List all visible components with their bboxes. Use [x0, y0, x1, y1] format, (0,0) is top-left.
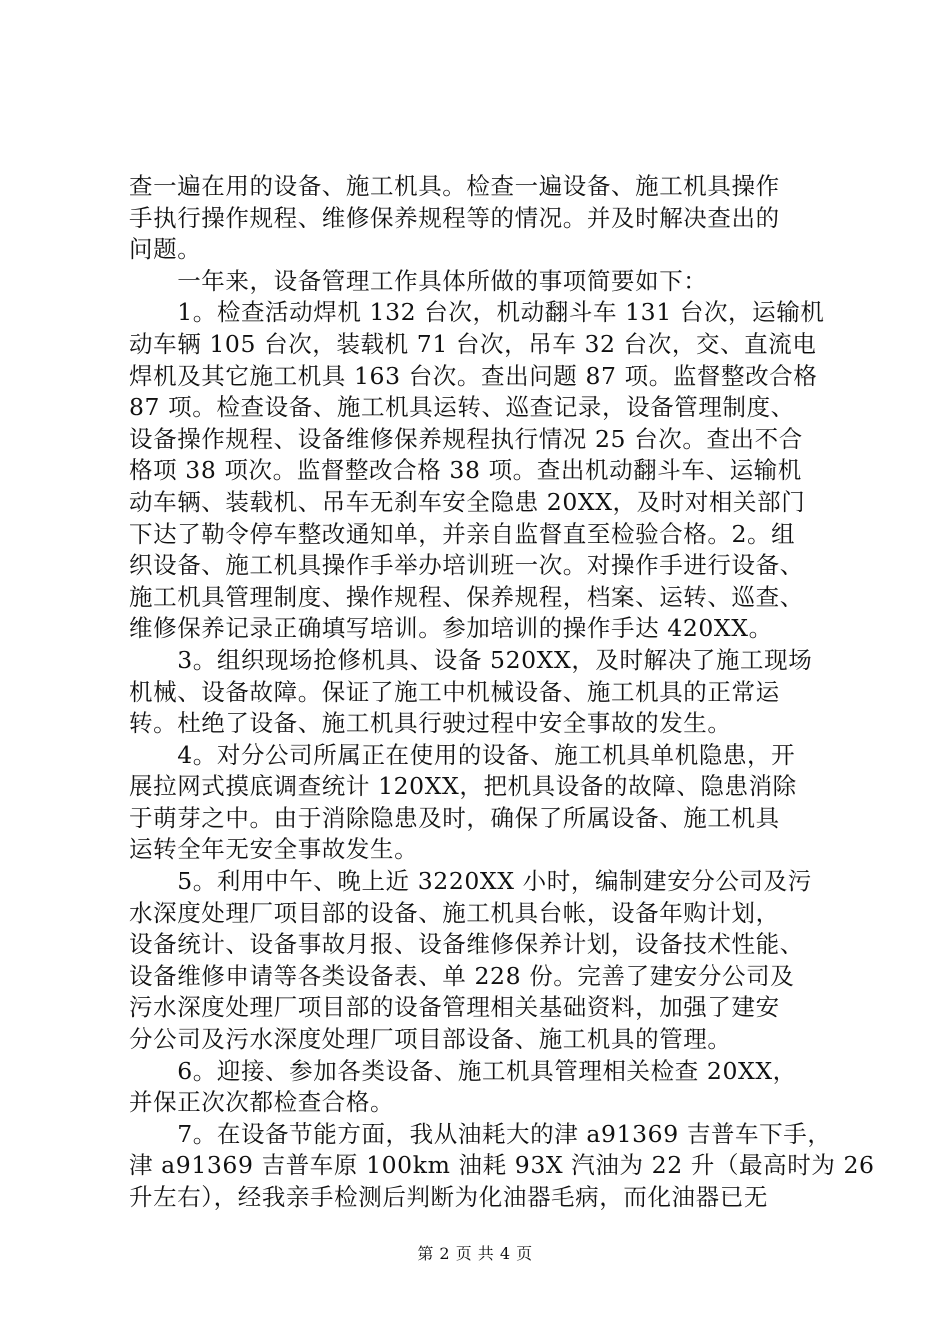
text-line: 4。对分公司所属正在使用的设备、施工机具单机隐患，开: [129, 740, 796, 769]
text-line: 展拉网式摸底调查统计 120XX，把机具设备的故障、隐患消除: [129, 772, 797, 801]
text-line: 6。迎接、参加各类设备、施工机具管理相关检查 20XX，: [129, 1056, 797, 1085]
text-line: 1。检查活动焊机 132 台次，机动翻斗车 131 台次，运输机: [129, 298, 825, 327]
text-line: 一年来，设备管理工作具体所做的事项简要如下：: [129, 266, 708, 295]
text-line: 格项 38 项次。监督整改合格 38 项。查出机动翻斗车、运输机: [129, 456, 802, 485]
text-line: 并保正次次都检查合格。: [129, 1088, 395, 1117]
text-line: 5。利用中午、晚上近 3220XX 小时，编制建安分公司及污: [129, 867, 812, 896]
text-line: 升左右），经我亲手检测后判断为化油器毛病，而化油器已无: [129, 1183, 768, 1211]
text-line: 运转全年无安全事故发生。: [129, 835, 419, 864]
text-line: 污水深度处理厂项目部的设备管理相关基础资料，加强了建安: [129, 993, 780, 1022]
text-line: 设备维修申请等各类设备表、单 228 份。完善了建安分公司及: [129, 961, 795, 990]
text-line: 水深度处理厂项目部的设备、施工机具台帐，设备年购计划，: [129, 898, 780, 927]
text-line: 津 a91369 吉普车原 100km 油耗 93X 汽油为 22 升（最高时为 26: [129, 1151, 875, 1180]
text-line: 查一遍在用的设备、施工机具。检查一遍设备、施工机具操作: [129, 172, 780, 200]
text-line: 分公司及污水深度处理厂项目部设备、施工机具的管理。: [129, 1025, 732, 1054]
text-line: 维修保养记录正确填写培训。参加培训的操作手达 420XX。: [129, 614, 773, 643]
text-line: 动车辆 105 台次，装载机 71 台次，吊车 32 台次，交、直流电: [129, 329, 817, 358]
text-line: 于萌芽之中。由于消除隐患及时，确保了所属设备、施工机具: [129, 803, 780, 832]
text-line: 机械、设备故障。保证了施工中机械设备、施工机具的正常运: [129, 677, 780, 706]
text-line: 施工机具管理制度、操作规程、保养规程，档案、运转、巡查、: [129, 582, 804, 611]
body-text: [129, 171, 875, 1214]
page-footer: [0, 1244, 950, 1264]
text-line: 7。在设备节能方面，我从油耗大的津 a91369 吉普车下手，: [129, 1119, 832, 1148]
text-line: 设备统计、设备事故月报、设备维修保养计划，设备技术性能、: [129, 930, 804, 959]
text-line: 下达了勒令停车整改通知单，并亲自监督直至检验合格。2。组: [129, 519, 796, 548]
text-line: 转。杜绝了设备、施工机具行驶过程中安全事故的发生。: [129, 709, 732, 738]
text-line: 织设备、施工机具操作手举办培训班一次。对操作手进行设备、: [129, 551, 804, 580]
page-indicator: 第 2 页 共 4 页: [417, 1244, 533, 1263]
text-line: 设备操作规程、设备维修保养规程执行情况 25 台次。查出不合: [129, 424, 803, 453]
text-line: 焊机及其它施工机具 163 台次。查出问题 87 项。监督整改合格: [129, 361, 818, 390]
text-line: 问题。: [129, 235, 202, 264]
text-line: 动车辆、装载机、吊车无刹车安全隐患 20XX，及时对相关部门: [129, 487, 806, 516]
text-line: 3。组织现场抢修机具、设备 520XX，及时解决了施工现场: [129, 645, 813, 674]
text-line: 手执行操作规程、维修保养规程等的情况。并及时解决查出的: [129, 203, 780, 232]
text-line: 87 项。检查设备、施工机具运转、巡查记录，设备管理制度、: [129, 393, 795, 422]
